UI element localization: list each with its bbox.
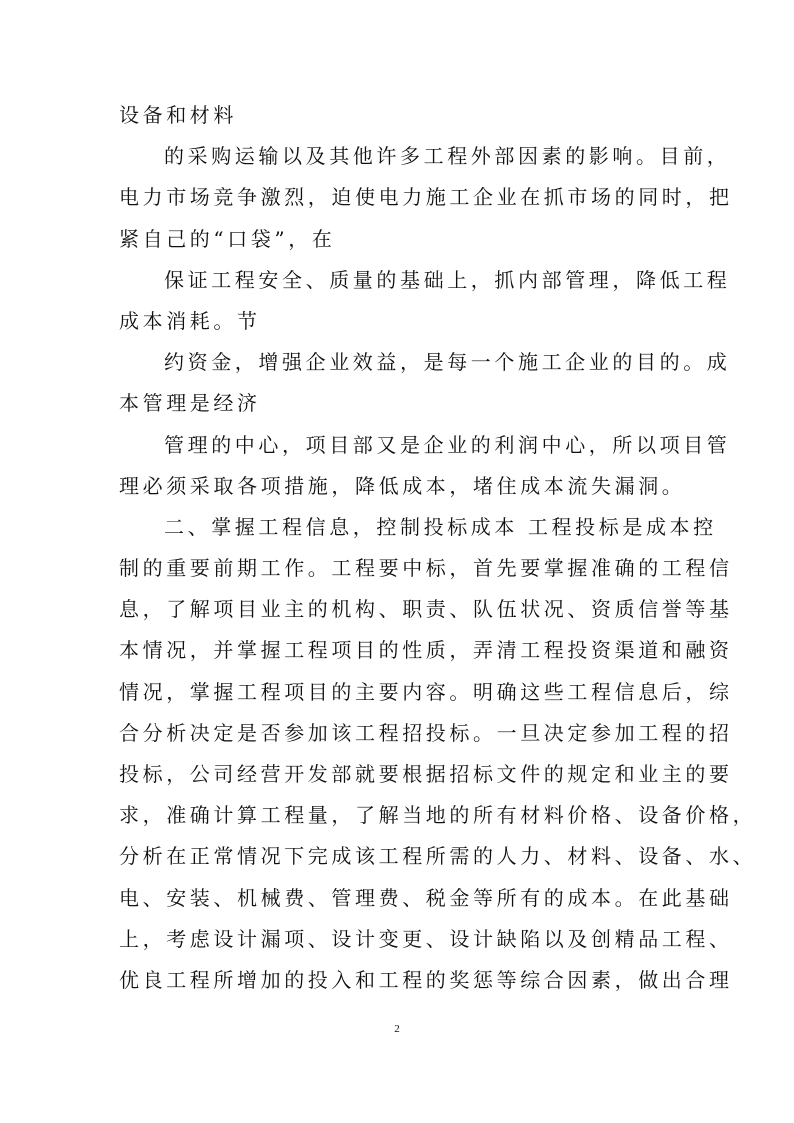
page-number: 2 — [394, 1023, 400, 1035]
body-text — [119, 95, 757, 1001]
text-line: 分析在正常情况下完成该工程所需的人力、材料、设备、水、 — [119, 844, 757, 869]
text-line: 紧自己的“口袋”，在 — [119, 226, 336, 251]
text-line: 合分析决定是否参加该工程招投标。一旦决定参加工程的招 — [119, 720, 733, 745]
text-line: 本管理是经济 — [119, 391, 261, 416]
text-line: 求，准确计算工程量，了解当地的所有材料价格、设备价格， — [119, 803, 757, 828]
text-line: 优良工程所增加的投入和工程的奖惩等综合因素，做出合理 — [119, 967, 733, 992]
text-line: 本情况，并掌握工程项目的性质，弄清工程投资渠道和融资 — [119, 638, 733, 663]
text-line: 电力市场竞争激烈，迫使电力施工企业在抓市场的同时，把 — [119, 185, 733, 210]
text-line: 约资金，增强企业效益，是每一个施工企业的目的。成 — [164, 350, 731, 375]
text-line: 息，了解项目业主的机构、职责、队伍状况、资质信誉等基 — [119, 597, 733, 622]
text-line: 管理的中心，项目部又是企业的利润中心，所以项目管 — [164, 432, 731, 457]
text-line: 设备和材料 — [119, 103, 237, 127]
text-line: 二、掌握工程信息，控制投标成本 工程投标是成本控 — [164, 514, 717, 539]
text-line: 理必须采取各项措施，降低成本，堵住成本流失漏洞。 — [119, 473, 686, 498]
text-line: 情况，掌握工程项目的主要内容。明确这些工程信息后，综 — [119, 679, 733, 704]
text-line: 投标，公司经营开发部就要根据招标文件的规定和业主的要 — [119, 762, 733, 786]
text-line: 的采购运输以及其他许多工程外部因素的影响。目前， — [164, 144, 731, 169]
text-line: 成本消耗。节 — [119, 308, 261, 333]
text-line: 保证工程安全、质量的基础上，抓内部管理，降低工程 — [164, 267, 731, 292]
text-line: 制的重要前期工作。工程要中标，首先要掌握准确的工程信 — [119, 556, 733, 581]
text-line: 电、安装、机械费、管理费、税金等所有的成本。在此基础 — [119, 885, 733, 910]
text-line: 上，考虑设计漏项、设计变更、设计缺陷以及创精品工程、 — [119, 926, 733, 951]
